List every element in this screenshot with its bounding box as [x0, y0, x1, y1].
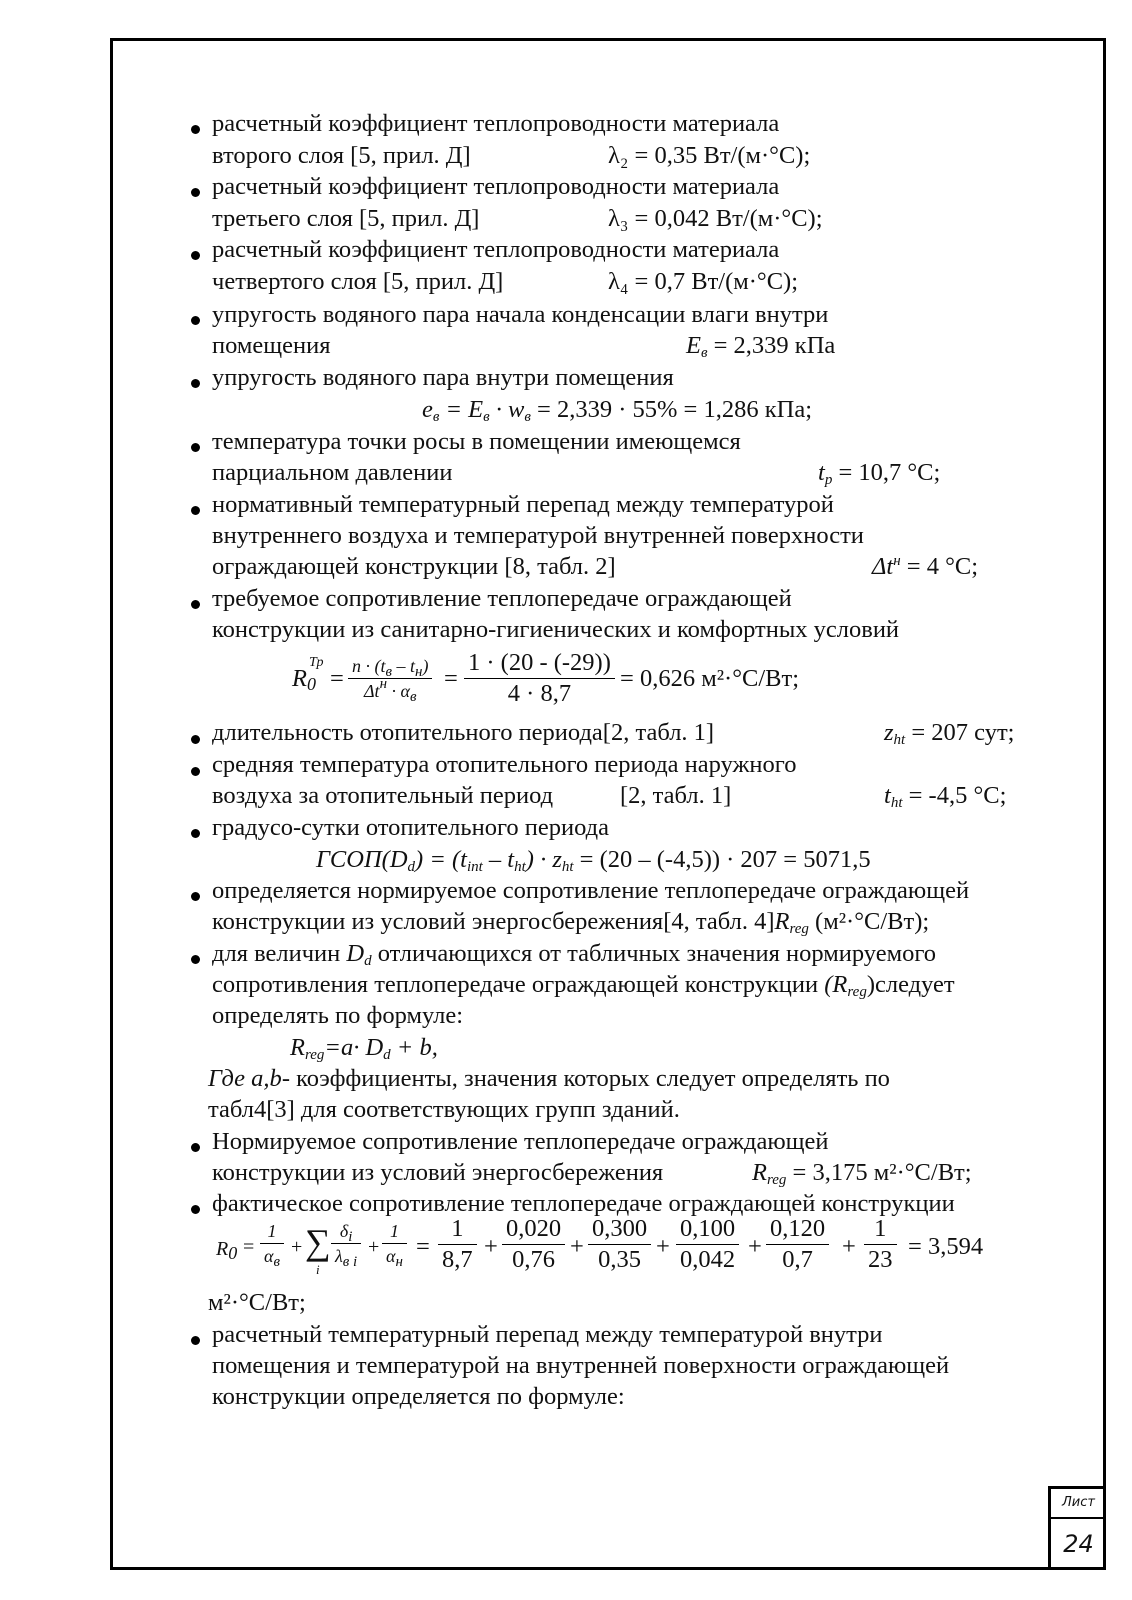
bullet: [191, 1143, 200, 1152]
text-line: помещения и температурой на внутренней поверхности ограждающей: [212, 1352, 950, 1379]
text-line: нормативный температурный перепад между температурой: [212, 491, 834, 518]
text-line: длительность отопительного периода[2, табл. 1]: [212, 719, 715, 746]
bullet: [191, 892, 200, 901]
text-line: расчетный коэффициент теплопроводности материала: [212, 110, 780, 137]
frac-denominator: Δt: [363, 681, 380, 701]
text-line: ограждающей конструкции [8, табл. 2]: [212, 553, 616, 580]
text-line: упругость водяного пара внутри помещения: [212, 364, 674, 391]
formula-eq: =: [243, 1236, 255, 1258]
formula-plus: +: [656, 1233, 670, 1260]
formula-plus: +: [748, 1233, 762, 1260]
formula-r0-lhs: $R_0$: [216, 1238, 238, 1263]
formula: $R_{reg}=a\cdot D_d + b$,: [290, 1034, 438, 1063]
bullet: [191, 1336, 200, 1345]
formula-r0-term: $\frac{1}{8,7}$: [438, 1214, 477, 1275]
bullet: [191, 316, 200, 325]
sheet-stamp: [1048, 1486, 1106, 1570]
bullet: [191, 600, 200, 609]
formula-plus: +: [291, 1236, 303, 1258]
reference: [2, табл. 1]: [620, 782, 732, 809]
text-line: помещения: [212, 332, 331, 359]
value: $R_{reg} = 3,175$ м²·°С/Вт;: [752, 1159, 972, 1188]
text-line: температура точки росы в помещении имеющемся: [212, 428, 741, 455]
formula-eq: =: [416, 1233, 430, 1260]
frac-numerator: n · (t: [352, 656, 386, 676]
formula-r0tr-frac1: $n \cdot (t_в - t_н)$ $\Delta t^н \cdot \alpha_в$: [348, 654, 432, 703]
text-line: конструкции определяется по формуле:: [212, 1383, 625, 1410]
formula-r0-term: $\frac{1}{23}$: [864, 1214, 897, 1275]
formula: $ГСОП(D_d) = (t_{int} - t_{ht}) \cdot z_{ht} = (20 - (-4,5)) \cdot 207 = 5071,5$: [316, 846, 871, 875]
bullet: [191, 125, 200, 134]
value: λ₄ = 0,7 Вт/(м·°С);: [608, 268, 799, 295]
text-line: конструкции из условий энергосбережения[4, табл. $4]R_{reg}$ (м²·°С/Вт);: [212, 908, 930, 937]
value: $E_в = 2,339$ кПа: [686, 332, 836, 361]
page-number: 24: [1063, 1530, 1094, 1558]
bullet: [191, 767, 200, 776]
text-line: расчетный температурный перепад между температурой внутри: [212, 1321, 883, 1348]
text-line: второго слоя [5, прил. Д]: [212, 142, 471, 169]
frac-numerator: 1 · (20 - (-29)): [464, 648, 615, 679]
formula-r0-frac-delta: $\delta_i$ $\lambda_{в i}$: [331, 1219, 361, 1268]
text-line: упругость водяного пара начала конденсации влаги внутри: [212, 301, 829, 328]
text-line: третьего слоя [5, прил. Д]: [212, 205, 480, 232]
bullet: [191, 506, 200, 515]
text-line: конструкции из санитарно-гигиенических и комфортных условий: [212, 616, 900, 643]
value: $\Delta t^н = 4$ °С;: [872, 553, 979, 580]
text-line: средняя температура отопительного периода наружного: [212, 751, 797, 778]
formula-plus: +: [368, 1236, 380, 1258]
text-line: для величин $D_d$ отличающихся от табличных значения нормируемого: [212, 940, 937, 969]
bullet: [191, 829, 200, 838]
formula-r0tr-lhs: $R_0$: [292, 665, 316, 694]
sheet-label: Лист: [1051, 1489, 1106, 1519]
formula-plus: +: [570, 1233, 584, 1260]
formula-sum-index: i: [316, 1262, 320, 1277]
text-line: расчетный коэффициент теплопроводности материала: [212, 173, 780, 200]
formula-r0-term: $\frac{0,020}{0,76}$: [502, 1214, 565, 1275]
bullet: [191, 1205, 200, 1214]
value: $t_{ht} = -4,5$ °С;: [884, 782, 1007, 811]
value: $z_{ht} = 207$ сут;: [884, 719, 1015, 748]
text-line: градусо-сутки отопительного периода: [212, 814, 609, 841]
text-line: Нормируемое сопротивление теплопередаче ограждающей: [212, 1128, 829, 1155]
formula-r0-term: $\frac{0,300}{0,35}$: [588, 1214, 651, 1275]
text-line: четвертого слоя [5, прил. Д]: [212, 268, 504, 295]
value: λ₃ = 0,042 Вт/(м·°С);: [608, 205, 823, 232]
text-line: внутреннего воздуха и температурой внутренней поверхности: [212, 522, 864, 549]
text-line: определяется нормируемое сопротивление теплопередаче ограждающей: [212, 877, 970, 904]
formula-r0tr-frac2: [464, 648, 615, 709]
frac-denominator: 4 · 8,7: [507, 680, 572, 707]
bullet: [191, 735, 200, 744]
formula-plus: +: [842, 1233, 856, 1260]
text-line: м²·°С/Вт;: [208, 1289, 306, 1316]
bullet: [191, 443, 200, 452]
value: $t_p = 10,7$ °С;: [818, 459, 941, 488]
text-line: сопротивления теплопередаче ограждающей конструкции $(R_{reg})следует$: [212, 971, 955, 1000]
bullet: [191, 955, 200, 964]
formula: $e_в = E_в \cdot w_в = 2,339 \cdot 55\% = 1,286$ кПа;: [422, 396, 812, 425]
formula-plus: +: [484, 1233, 498, 1260]
bullet: [191, 251, 200, 260]
text-line: воздуха за отопительный период: [212, 782, 554, 809]
text-line: расчетный коэффициент теплопроводности материала: [212, 236, 780, 263]
text-line: табл4[3] для соответствующих групп зданий.: [208, 1096, 680, 1123]
text-line: Где a,b- коэффициенты, значения которых следует определять по: [208, 1065, 890, 1092]
formula-r0-term: $\frac{0,120}{0,7}$: [766, 1214, 829, 1275]
formula-eq: =: [330, 665, 344, 692]
formula-r0tr-sup: Тр: [309, 655, 324, 670]
text-line: фактическое сопротивление теплопередаче ограждающей конструкции: [212, 1190, 955, 1217]
formula-r0-frac-alpha-v: 1 $\alpha_в$: [260, 1219, 284, 1268]
formula-r0-term: $\frac{0,100}{0,042}$: [676, 1214, 739, 1275]
text-line: требуемое сопротивление теплопередаче ограждающей: [212, 585, 792, 612]
formula-r0tr-result: = 0,626 м²·°С/Вт;: [620, 665, 800, 692]
formula-eq: =: [444, 665, 458, 692]
value: λ₂ = 0,35 Вт/(м·°С);: [608, 142, 811, 169]
text-line: парциальном давлении: [212, 459, 453, 486]
formula-r0-result: = 3,594: [908, 1233, 984, 1260]
text-line: определять по формуле:: [212, 1002, 464, 1029]
formula-sum-sign: ∑: [305, 1222, 331, 1262]
formula-r0-frac-alpha-n: 1 $\alpha_н$: [382, 1219, 407, 1268]
bullet: [191, 379, 200, 388]
bullet: [191, 188, 200, 197]
text-line: конструкции из условий энергосбережения: [212, 1159, 664, 1186]
